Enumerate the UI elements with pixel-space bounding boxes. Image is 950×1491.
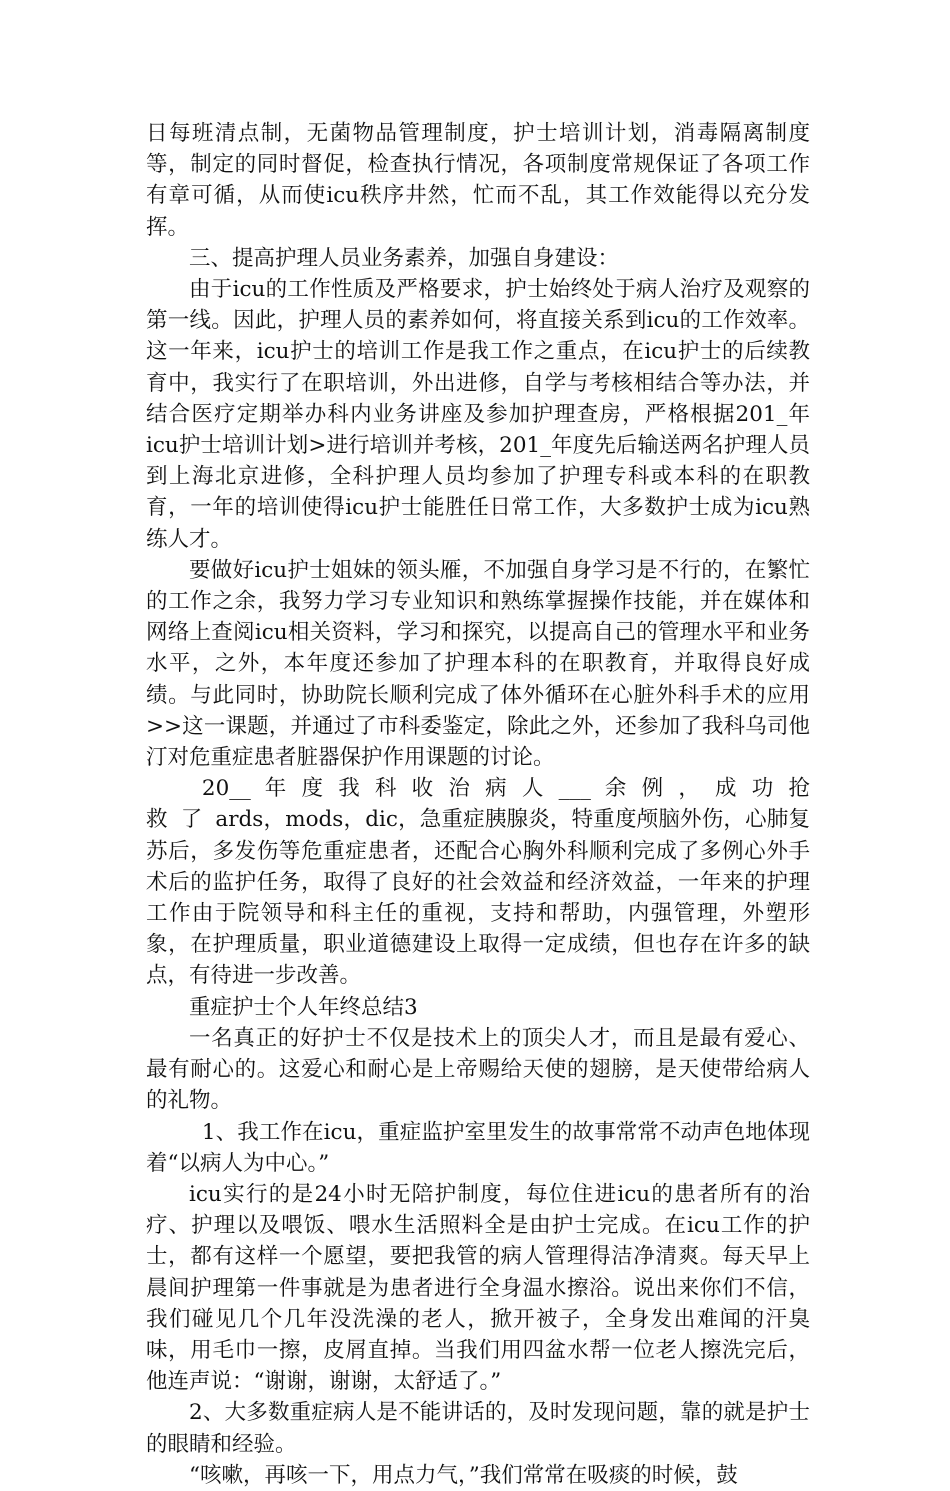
paragraph-point-2: 2、大多数重症病人是不能讲话的，及时发现问题，靠的就是护士的眼睛和经验。 — [146, 1400, 810, 1457]
paragraph-management-system: 日每班清点制，无菌物品管理制度，护士培训计划，消毒隔离制度等，制定的同时督促，检查执行情况，各项制度常规保证了各项工作有章可循，从而使icu秩序井然，忙而不乱，其工作效能得以充分发挥。 — [146, 121, 810, 240]
paragraph-good-nurse: 一名真正的好护士不仅是技术上的顶尖人才，而且是最有爱心、最有耐心的。这爱心和耐心是上帝赐给天使的翅膀，是天使带给病人的礼物。 — [146, 1025, 810, 1114]
paragraph-self-study: 要做好icu护士姐妹的领头雁，不加强自身学习是不行的，在繁忙的工作之余，我努力学习专业知识和熟练掌握操作技能，并在媒体和网络上查阅icu相关资料，学习和探究，以提高自己的管理水平和业务水平，之外，本年度还参加了护理本科的在职教育，并取得良好成绩。与此同时，协助院长顺利完成了体外循环在心脏外科手术的应用>>这一课题，并通过了市科委鉴定，除此之外，还参加了我科乌司他汀对危重症患者脏器保护作用课题的讨论。 — [146, 557, 810, 771]
section-heading-three: 三、提高护理人员业务素养，加强自身建设： — [189, 245, 620, 271]
paragraph-nurse-training: 由于icu的工作性质及严格要求，护士始终处于病人治疗及观察的第一线。因此，护理人员的素养如何，将直接关系到icu的工作效率。这一年来，icu护士的培训工作是我工作之重点，在icu护士的后续教育中，我实行了在职培训，外出进修，自学与考核相结合等办法，并结合医疗定期举办科内业务讲座及参加护理查房，严格根据201_年icu护士培训计划>进行培训并考核，201_年度先后输送两名护理人员到上海北京进修，全科护理人员均参加了护理专科或本科的在职教育，一年的培训使得icu护士能胜任日常工作，大多数护士成为icu熟练人才。 — [146, 277, 810, 552]
paragraph-cough: “咳嗽，再咳一下，用点力气，”我们常常在吸痰的时候，鼓 — [189, 1462, 738, 1488]
paragraph-annual-cases: 20__ 年 度 我 科 收 治 病 人 ___ 余 例 ， 成 功 抢 救 了 ards，mods，dic，急重症胰腺炎，特重度颅脑外伤，心肺复苏后，多发伤等危重症患者，还配合心胸外科顺利完成了多例心外手术后的监护任务，取得了良好的社会效益和经济效益，一年来的护理工作由于院领导和科主任的重视，支持和帮助，内强管理，外塑形象，在护理质量，职业道德建设上取得一定成绩，但也存在许多的缺点，有待进一步改善。 — [146, 776, 810, 989]
summary-title-3: 重症护士个人年终总结3 — [189, 994, 418, 1020]
paragraph-icu-care: icu实行的是24小时无陪护制度，每位住进icu的患者所有的治疗、护理以及喂饭、喂水生活照料全是由护士完成。在icu工作的护士，都有这样一个愿望，要把我管的病人管理得洁净清爽。每天早上晨间护理第一件事就是为患者进行全身温水擦浴。说出来你们不信，我们碰见几个几年没洗澡的老人，掀开被子，全身发出难闻的汗臭味，用毛巾一擦，皮屑直掉。当我们用四盆水帮一位老人擦洗完后，他连声说：“谢谢，谢谢，太舒适了。” — [146, 1181, 810, 1395]
document-page — [146, 118, 810, 1491]
paragraph-point-1: 1、我工作在icu，重症监护室里发生的故事常常不动声色地体现着“以病人为中心。” — [146, 1119, 810, 1176]
